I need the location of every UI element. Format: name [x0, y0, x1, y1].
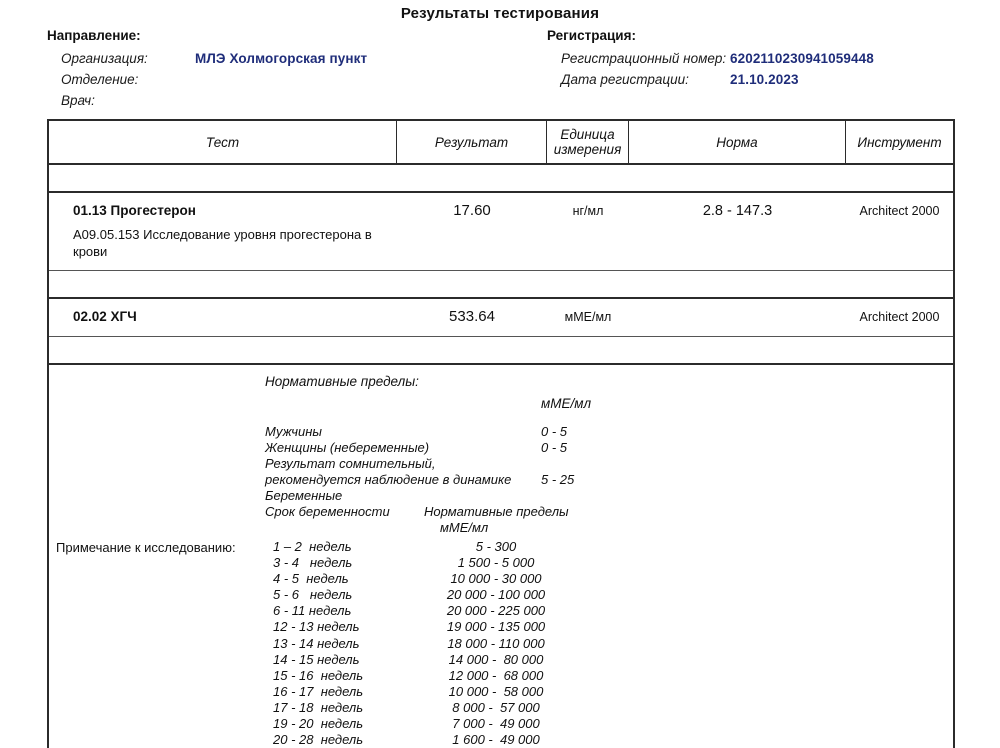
test-code: 01.13 Прогестерон [73, 203, 196, 218]
pregnancy-weeks: 13 - 14 недель [273, 635, 360, 651]
registration-field-number [547, 48, 987, 69]
note-pregnant-label: Беременные [265, 488, 343, 503]
note-doubtful-line2 [249, 472, 953, 488]
pregnancy-weeks: 16 - 17 недель [273, 683, 364, 699]
test-code: 02.02 ХГЧ [73, 309, 137, 324]
pregnancy-range: 18 000 - 110 000 [447, 635, 545, 651]
referral-organization-value: МЛЭ Холмогорская пункт [195, 51, 368, 66]
pregnancy-range: 10 000 - 30 000 [450, 571, 542, 587]
row-unit-cell: мМЕ/мл [564, 310, 612, 324]
pregnancy-header-limits: Нормативные пределы [424, 504, 569, 519]
pregnancy-weeks: 5 - 6 недель [273, 587, 353, 603]
pregnancy-weeks: 4 - 5 недель [273, 571, 349, 587]
table-header-row [49, 121, 953, 163]
pregnancy-table-header [249, 504, 953, 520]
pregnancy-range: 5 - 300 [475, 539, 517, 554]
table-spacer-row [49, 337, 953, 363]
note-body [249, 365, 953, 748]
note-category-women [249, 440, 953, 456]
referral-field-department [47, 69, 547, 90]
pregnancy-range: 14 000 - 80 000 [448, 651, 544, 667]
registration-date-value: 21.10.2023 [730, 72, 799, 87]
row-result-cell: 533.64 [449, 308, 495, 325]
note-doubtful-range: 5 - 25 [541, 472, 575, 487]
pregnancy-row [249, 571, 953, 587]
pregnancy-header-unit: мМЕ/мл [440, 520, 489, 535]
pregnancy-range: 1 500 - 5 000 [457, 555, 535, 571]
row-test-cell [49, 308, 397, 326]
pregnancy-row [249, 555, 953, 571]
pregnancy-weeks-table [249, 539, 953, 748]
row-test-cell [49, 202, 397, 260]
column-header-norm: Норма [629, 121, 846, 163]
row-instrument-cell: Architect 2000 [859, 310, 940, 324]
pregnancy-row [249, 587, 953, 603]
pregnancy-weeks: 6 - 11 недель [273, 603, 352, 619]
header-meta [0, 26, 1000, 114]
row-instrument-cell: Architect 2000 [859, 204, 940, 218]
pregnancy-range: 1 600 - 49 000 [452, 732, 540, 748]
referral-doctor-label: Врач: [61, 93, 95, 108]
note-doubtful-text1: Результат сомнительный, [265, 456, 436, 471]
note-category-men [249, 424, 953, 440]
pregnancy-range: 7 000 - 49 000 [452, 716, 540, 732]
note-unit-header: мМЕ/мл [541, 396, 592, 411]
page-title: Результаты тестирования [400, 5, 600, 22]
row-unit-cell: нг/мл [572, 204, 604, 218]
pregnancy-row [249, 668, 953, 684]
test-description: А09.05.153 Исследование уровня прогестерона в крови [73, 227, 372, 259]
registration-block [547, 26, 987, 90]
pregnancy-row [249, 652, 953, 668]
pregnancy-range: 10 000 - 58 000 [448, 683, 544, 699]
pregnancy-row [249, 636, 953, 652]
note-pregnant-label-line [249, 488, 953, 504]
pregnancy-row [249, 684, 953, 700]
pregnancy-range: 8 000 - 57 000 [452, 699, 540, 715]
referral-block [47, 26, 547, 111]
pregnancy-row [249, 700, 953, 716]
pregnancy-row [249, 603, 953, 619]
registration-date-label: Дата регистрации: [561, 72, 689, 87]
pregnancy-row [249, 539, 953, 555]
note-label: Примечание к исследованию: [56, 540, 236, 555]
column-header-unit-line2: измерения [553, 142, 622, 157]
pregnancy-weeks: 1 – 2 недель [273, 539, 352, 554]
table-row [49, 299, 953, 336]
referral-department-label: Отделение: [61, 72, 139, 87]
note-category-men-label: Мужчины [265, 424, 322, 439]
note-doubtful-line1 [249, 456, 953, 472]
pregnancy-range: 19 000 - 135 000 [446, 619, 546, 635]
table-spacer-row [49, 271, 953, 297]
registration-number-value: 6202110230941059448 [730, 51, 874, 66]
pregnancy-range: 20 000 - 100 000 [446, 587, 546, 603]
referral-field-doctor [47, 90, 547, 111]
row-result-cell: 17.60 [453, 202, 491, 219]
column-header-test: Тест [49, 121, 397, 163]
note-category-women-range: 0 - 5 [541, 440, 568, 455]
pregnancy-range: 20 000 - 225 000 [446, 603, 546, 619]
registration-heading: Регистрация: [547, 28, 636, 43]
referral-heading: Направление: [47, 28, 141, 43]
note-category-women-label: Женщины (небеременные) [265, 440, 430, 455]
note-doubtful-spacer [541, 456, 661, 472]
table-spacer-row [49, 165, 953, 191]
pregnancy-weeks: 3 - 4 недель [273, 555, 353, 571]
column-header-result: Результат [397, 121, 547, 163]
column-header-instrument: Инструмент [857, 134, 942, 150]
results-table [47, 119, 955, 748]
pregnancy-row [249, 619, 953, 635]
row-norm-cell: 2.8 - 147.3 [702, 203, 773, 219]
table-row [49, 193, 953, 270]
pregnancy-weeks: 19 - 20 недель [273, 716, 364, 732]
referral-organization-label: Организация: [61, 51, 148, 66]
note-row [49, 365, 953, 748]
column-header-unit [547, 121, 629, 163]
pregnancy-weeks: 20 - 28 недель [273, 732, 364, 748]
pregnancy-weeks: 12 - 13 недель [273, 619, 360, 635]
note-category-men-range: 0 - 5 [541, 424, 568, 439]
registration-number-label: Регистрационный номер: [561, 51, 727, 66]
registration-field-date [547, 69, 987, 90]
pregnancy-range: 12 000 - 68 000 [448, 667, 544, 683]
pregnancy-weeks: 14 - 15 недель [273, 651, 360, 667]
pregnancy-weeks: 17 - 18 недель [273, 699, 364, 715]
pregnancy-header-term: Срок беременности [265, 504, 390, 519]
note-title: Нормативные пределы: [265, 374, 419, 389]
referral-field-organization [47, 48, 547, 69]
column-header-unit-line1: Единица [560, 127, 615, 142]
note-doubtful-text2: рекомендуется наблюдение в динамике [265, 472, 512, 487]
pregnancy-row [249, 732, 953, 748]
pregnancy-weeks: 15 - 16 недель [273, 667, 364, 683]
pregnancy-row [249, 716, 953, 732]
